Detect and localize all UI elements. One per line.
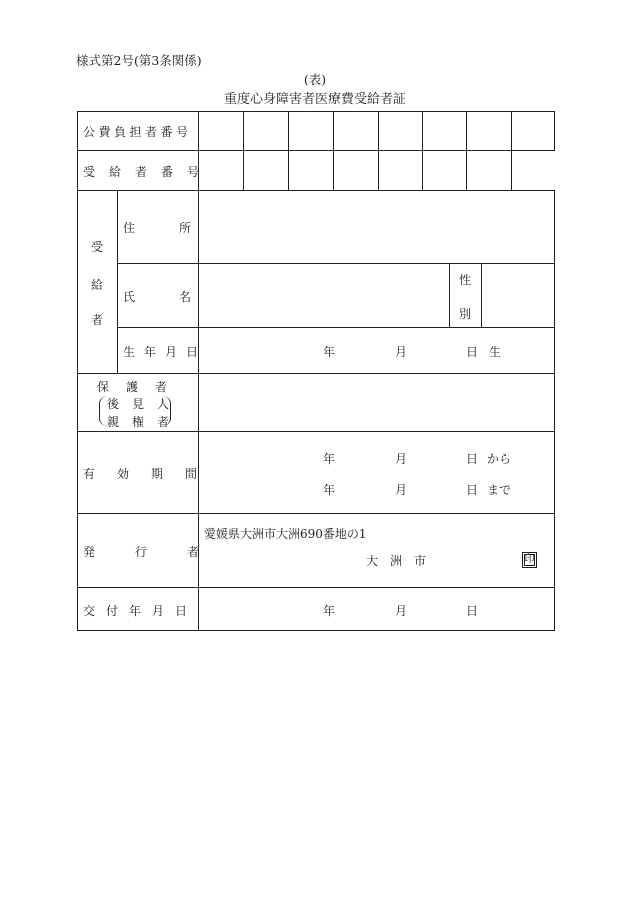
birthdate-month-unit: 月 <box>395 345 408 359</box>
issue-date-month: 月 <box>395 604 408 618</box>
birthdate-day-unit: 日 <box>466 345 479 359</box>
validity-to-month: 月 <box>395 483 408 497</box>
issue-date-year: 年 <box>323 604 336 618</box>
public-payer-number-label: 公費負担者番号 <box>83 125 192 139</box>
recipient-number-label: 受給者番号 <box>83 165 214 179</box>
issuer-label: 発行者 <box>83 545 240 559</box>
validity-from-day: 日 <box>466 452 479 466</box>
seal-mark: 印 <box>522 552 537 568</box>
name-label: 氏名 <box>123 290 236 304</box>
form-number: 様式第2号(第3条関係) <box>76 53 202 68</box>
issuer-address: 愛媛県大洲市大洲690番地の1 <box>204 527 367 541</box>
birthdate-year-unit: 年 <box>323 345 336 359</box>
sex-label-1: 性 <box>459 273 472 287</box>
issue-date-day: 日 <box>466 604 479 618</box>
address-label: 住所 <box>123 221 236 235</box>
recipient-group-char-2: 給 <box>91 278 104 292</box>
birthdate-label: 生年月日 <box>123 345 208 359</box>
validity-from-year: 年 <box>323 452 336 466</box>
issuer-name: 大洲市 <box>366 554 439 568</box>
validity-to-suffix: まで <box>487 483 512 497</box>
side-label: (表) <box>303 72 327 87</box>
sex-label-2: 別 <box>459 307 472 321</box>
certificate-table <box>77 111 555 631</box>
validity-from-suffix: から <box>487 452 512 466</box>
guardian-sub-2: 親権者 <box>107 415 183 429</box>
birthdate-born-unit: 生 <box>489 345 502 359</box>
document-title: 重度心身障害者医療費受給者証 <box>223 92 406 107</box>
guardian-label: 保護者 <box>97 380 185 394</box>
issue-date-label: 交付年月日 <box>83 604 199 618</box>
validity-to-year: 年 <box>323 483 336 497</box>
validity-label: 有効期間 <box>83 467 220 481</box>
guardian-sub-1: 後見人 <box>107 397 183 411</box>
recipient-group-char-3: 者 <box>91 313 104 327</box>
validity-from-month: 月 <box>395 452 408 466</box>
recipient-group-char-1: 受 <box>91 240 104 254</box>
validity-to-day: 日 <box>466 483 479 497</box>
